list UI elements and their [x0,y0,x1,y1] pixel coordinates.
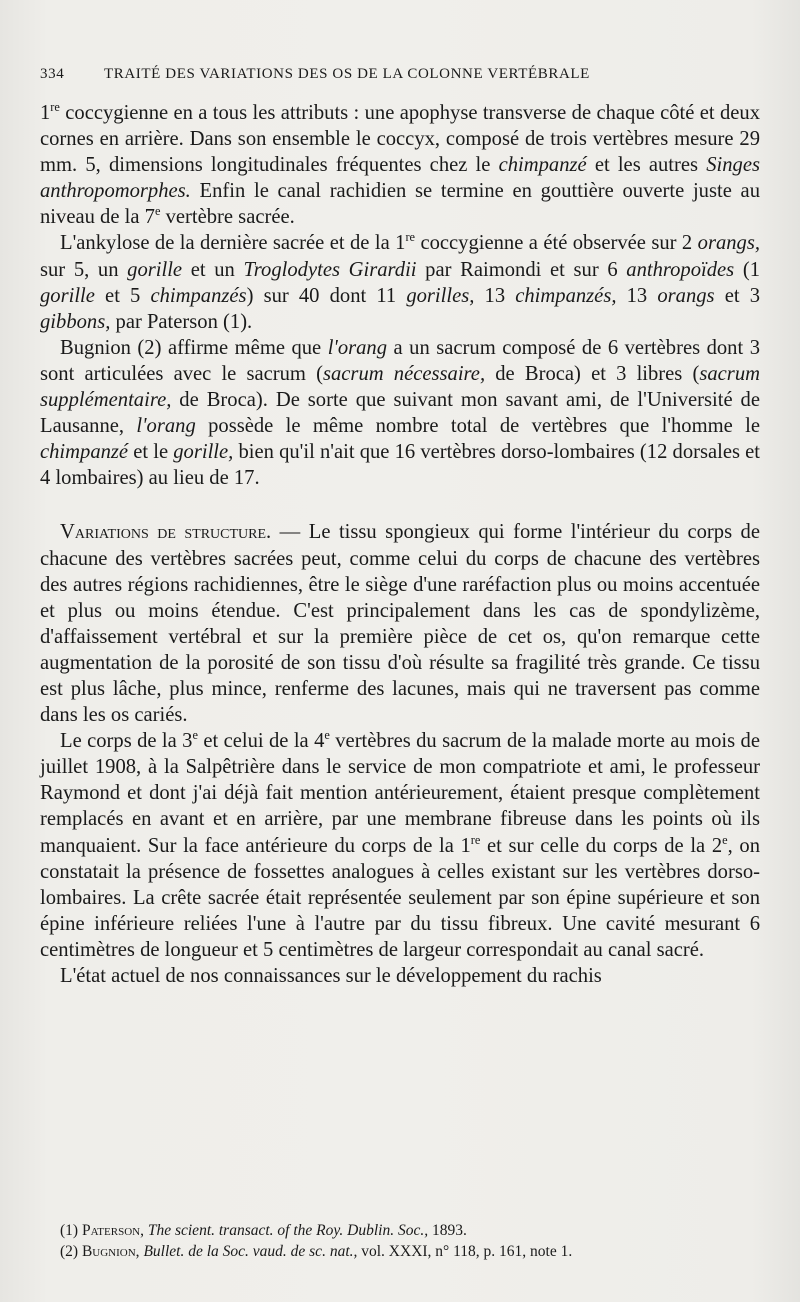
running-header [40,66,760,83]
paragraph-5 [40,728,760,963]
text-run: vertèbre sacrée. [160,206,295,229]
italic-run: orangs, [697,232,761,255]
page-number: 334 [40,66,65,82]
italic-run: chimpanzé [498,154,587,177]
italic-run: chimpanzés, [515,284,617,307]
superscript: re [50,100,60,115]
italic-run: sacrum supplémentaire, [40,362,760,412]
text-run: et 3 [714,284,761,307]
footnote-2 [40,1241,760,1262]
footnote-1 [40,1220,760,1241]
footnote-title: Bullet. de la Soc. vaud. de sc. nat., [139,1243,358,1260]
text-run: L'état actuel de nos connaissances sur le développement du rachis [60,965,602,987]
footnote-rest: vol. XXXI, n° 118, p. 161, note 1. [357,1243,573,1260]
italic-run: orangs [657,284,715,307]
text-run: Enfin le canal rachidien se termine en gouttière ouverte juste au niveau de la 7 [40,180,760,229]
text-run: 1 [40,102,51,124]
text-run: et celui de la 4 [197,730,325,753]
italic-run: gorilles, [406,284,475,307]
italic-run: gorille [127,258,183,281]
text-run: par Paterson (1). [110,310,253,333]
italic-run: l'orang [327,336,388,359]
section-heading: Variations de structure. [60,521,272,544]
paragraph-4 [40,519,760,728]
italic-run: Singes anthropomorphes. [40,154,760,203]
text-run: possède le même nombre total de vertèbres que l'homme le [195,415,761,438]
italic-run: chimpanzé [40,441,129,464]
text-run: Le corps de la 3 [60,730,193,753]
footnote-rest: 1893. [428,1222,467,1239]
text-run: de Broca). De sorte que suivant mon savant ami, de l'Université de Lausanne, [40,389,760,438]
superscript: e [154,204,161,219]
superscript: e [324,728,330,743]
footnote-mark: (2) [60,1243,82,1260]
italic-run: sacrum nécessaire, [322,362,486,385]
text-run: par Raimondi et sur 6 [416,258,627,281]
text-run: bien qu'il n'ait que 16 vertèbres dorso-lombaires (12 dorsales et 4 lombaires) au lieu de 17. [40,441,761,490]
text-run: et le [128,441,174,464]
paragraph-3 [40,335,760,492]
text-run: et 5 [94,284,151,307]
body-text [40,100,760,989]
superscript: e [722,832,728,847]
footnote-author: Bugnion, [81,1243,140,1260]
text-run: ) sur 40 dont 11 [246,284,407,307]
text-run: a un sacrum composé de 6 vertèbres dont 3 sont articulées avec le sacrum ( [40,336,760,385]
italic-run: l'orang [136,415,196,438]
text-run: coccygienne en a tous les attributs : une apophyse transverse de chaque côté et deux cornes en arrière. Dans son ensemble le coccyx, composé de trois vertèbres mesure 29 mm. 5, dimensions longitudinales fréquentes chez le [40,102,760,177]
footnote-title: The scient. transact. of the Roy. Dublin. Soc., [143,1222,429,1239]
text-run: — Le tissu spongieux qui forme l'intérieur du corps de chacune des vertèbres sacrées peut, comme celui du corps de chacune des vertèbres des autres régions rachidiennes, être le siège d'une raréfaction plus ou moins accentuée et plus ou moins étendue. C'est principalement dans les cas de spondylizème, d'affaissement vertébral et sur la première pièce de cet os, qu'on remarque cette augmentation de la porosité de son tissu d'où résulte sa fragilité très grande. Ce tissu est plus lâche, plus mince, renferme des lacunes, mais qui ne traversent pas comme dans les os cariés. [40,521,760,727]
text-run: vertèbres du sacrum de la malade morte au mois de juillet 1908, à la Salpêtrière dans le service de mon compatriote et ami, le professeur Raymond et dont j'ai déjà fait mention antérieurement, étaient presque complètement remplacés en avant et en arrière, par une membrane fibreuse dans les points où ils manquaient. Sur la face antérieure du corps de la 1 [40,730,760,857]
superscript: e [192,728,198,743]
italic-run: gorille, [173,441,234,464]
text-run: Bugnion (2) affirme même que [60,336,328,359]
paragraph-6 [40,963,760,989]
italic-run: gibbons, [40,310,111,333]
footnote-mark: (1) [60,1222,82,1239]
running-title: TRAITÉ DES VARIATIONS DES OS DE LA COLONNE VERTÉBRALE [104,66,590,82]
text-run: et sur celle du corps de la 2 [480,834,723,857]
text-run: et les autres [586,154,707,177]
text-run: de Broca) et 3 libres ( [485,362,700,385]
paragraph-1 [40,100,760,230]
text-run: et un [182,258,244,281]
superscript: re [470,832,481,847]
text-run: (1 [734,258,761,281]
paragraph-2 [40,230,760,334]
italic-run: Troglodytes Girardii [243,258,417,281]
text-run: L'ankylose de la dernière sacrée et de la 1 [60,232,406,255]
footnotes [40,1220,760,1262]
superscript: re [405,230,416,245]
italic-run: gorille [40,284,95,307]
text-run: , on constatait la présence de fossettes analogues à celles existant sur les vertèbres dorso-lombaires. La crête sacrée était représentée seulement par son épine supérieure et son épine inférieure reliées l'une à l'autre par du tissu fibreux. Une cavité mesurant 6 centimètres de longueur et 5 centimètres de largeur correspondait au canal sacré. [40,834,760,961]
italic-run: chimpanzés [150,284,247,307]
text-run: 13 [474,284,516,307]
section-gap [40,491,760,519]
text-run: sur 5, un [40,258,128,281]
text-run: coccygienne a été observée sur 2 [415,232,698,255]
text-run: 13 [616,284,658,307]
italic-run: anthropoïdes [626,258,735,281]
footnote-author: Paterson, [81,1222,144,1239]
